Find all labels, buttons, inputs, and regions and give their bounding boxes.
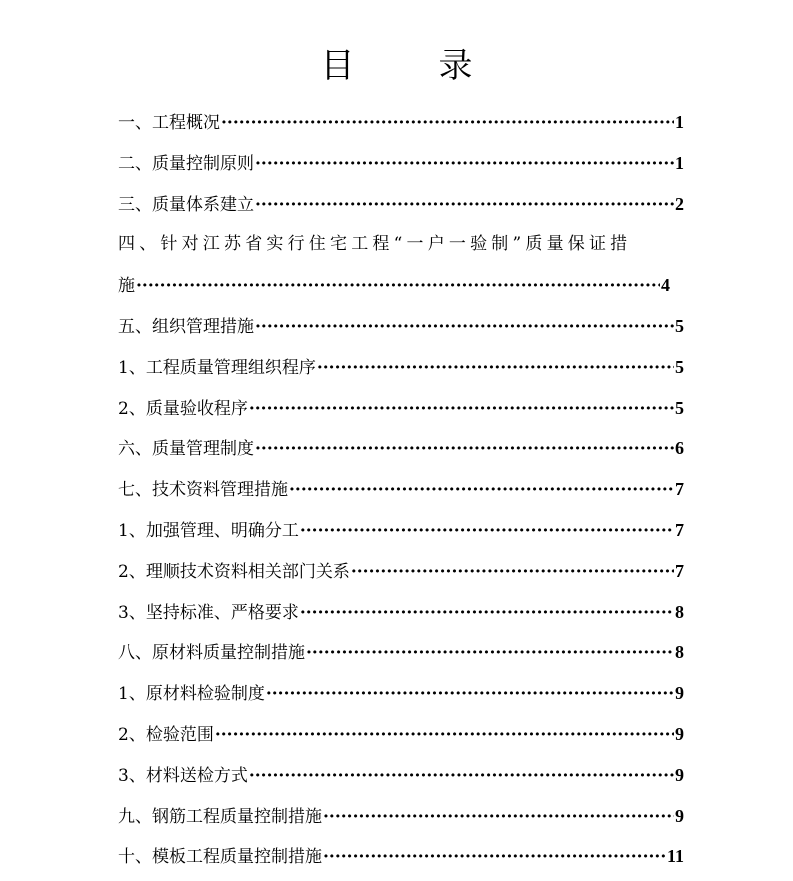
dot-leader	[255, 429, 674, 469]
toc-entry-label: 十、模板工程质量控制措施	[118, 847, 322, 868]
dot-leader	[221, 103, 674, 143]
toc-page-number: 11	[666, 846, 684, 867]
toc-entry-label: 1、原材料检验制度	[118, 684, 265, 705]
toc-entry-label: 2、检验范围	[118, 724, 214, 745]
toc-entry-label: 七、技术资料管理措施	[118, 480, 288, 501]
toc-entry-label: 2、理顺技术资料相关部门关系	[118, 561, 350, 582]
toc-entry[interactable]	[118, 755, 684, 796]
dot-leader	[306, 633, 674, 673]
title-char-1: 目	[320, 46, 355, 86]
toc-page-number: 5	[675, 397, 684, 418]
toc-page-number: 9	[675, 764, 684, 785]
toc-page-number: 8	[675, 601, 684, 622]
toc-page-number: 9	[675, 683, 684, 704]
dot-leader	[300, 593, 674, 633]
toc-page-number: 1	[675, 152, 684, 173]
table-of-contents	[118, 102, 684, 877]
toc-entry-label: 3、材料送检方式	[118, 765, 248, 786]
toc-entry[interactable]	[118, 510, 684, 551]
toc-page-number: 9	[675, 805, 684, 826]
toc-entry[interactable]	[118, 265, 670, 306]
toc-entry-wrapped-line[interactable]	[118, 224, 684, 265]
toc-entry-label: 五、组织管理措施	[118, 316, 254, 337]
dot-leader	[323, 797, 674, 837]
toc-page-number: 4	[661, 275, 670, 296]
dot-leader	[317, 348, 674, 388]
toc-page-number: 2	[675, 193, 684, 214]
toc-entry[interactable]	[118, 469, 684, 510]
toc-entry-label: 三、质量体系建立	[118, 194, 254, 215]
dot-leader	[136, 266, 660, 306]
toc-entry[interactable]	[118, 714, 684, 755]
toc-page-number: 1	[675, 112, 684, 132]
toc-entry[interactable]	[118, 347, 684, 388]
toc-page-number: 5	[675, 356, 684, 377]
toc-entry[interactable]	[118, 632, 684, 673]
dot-leader	[266, 674, 674, 714]
toc-page-number: 6	[675, 438, 684, 459]
toc-entry-label: 施	[118, 276, 135, 297]
toc-entry[interactable]	[118, 796, 684, 837]
toc-entry[interactable]	[118, 836, 684, 877]
toc-entry-label: 2、质量验收程序	[118, 398, 248, 419]
dot-leader	[300, 511, 674, 551]
toc-page-number: 9	[675, 723, 684, 744]
dot-leader	[289, 470, 674, 510]
toc-entry-label: 四、针对江苏省实行住宅工程“一户一验制”质量保证措	[118, 234, 632, 255]
dot-leader	[255, 307, 674, 347]
toc-entry-label: 1、加强管理、明确分工	[118, 520, 299, 541]
toc-entry[interactable]	[118, 592, 684, 633]
toc-entry-label: 八、原材料质量控制措施	[118, 643, 305, 664]
toc-entry[interactable]	[118, 551, 684, 592]
dot-leader	[323, 837, 666, 877]
toc-entry-label: 一、工程概况	[118, 113, 220, 133]
toc-page-number: 5	[675, 315, 684, 336]
toc-page-number: 8	[675, 642, 684, 663]
toc-entry[interactable]	[118, 428, 684, 469]
toc-entry[interactable]	[118, 184, 684, 225]
toc-page-number: 7	[675, 519, 684, 540]
title-char-2: 录	[438, 46, 473, 86]
toc-entry[interactable]	[118, 143, 684, 184]
page-title	[0, 44, 793, 88]
toc-entry-label: 六、质量管理制度	[118, 439, 254, 460]
dot-leader	[351, 552, 674, 592]
dot-leader	[255, 185, 674, 225]
toc-page-number: 7	[675, 560, 684, 581]
toc-entry[interactable]	[118, 306, 684, 347]
dot-leader	[215, 715, 674, 755]
toc-entry[interactable]	[118, 388, 684, 429]
toc-page-number: 7	[675, 479, 684, 500]
toc-entry[interactable]	[118, 102, 684, 143]
dot-leader	[255, 144, 674, 184]
toc-entry-label: 1、工程质量管理组织程序	[118, 357, 316, 378]
toc-entry-label: 二、质量控制原则	[118, 153, 254, 174]
dot-leader	[249, 389, 674, 429]
toc-entry[interactable]	[118, 673, 684, 714]
toc-entry-label: 3、坚持标准、严格要求	[118, 602, 299, 623]
toc-entry-label: 九、钢筋工程质量控制措施	[118, 806, 322, 827]
dot-leader	[249, 756, 674, 796]
